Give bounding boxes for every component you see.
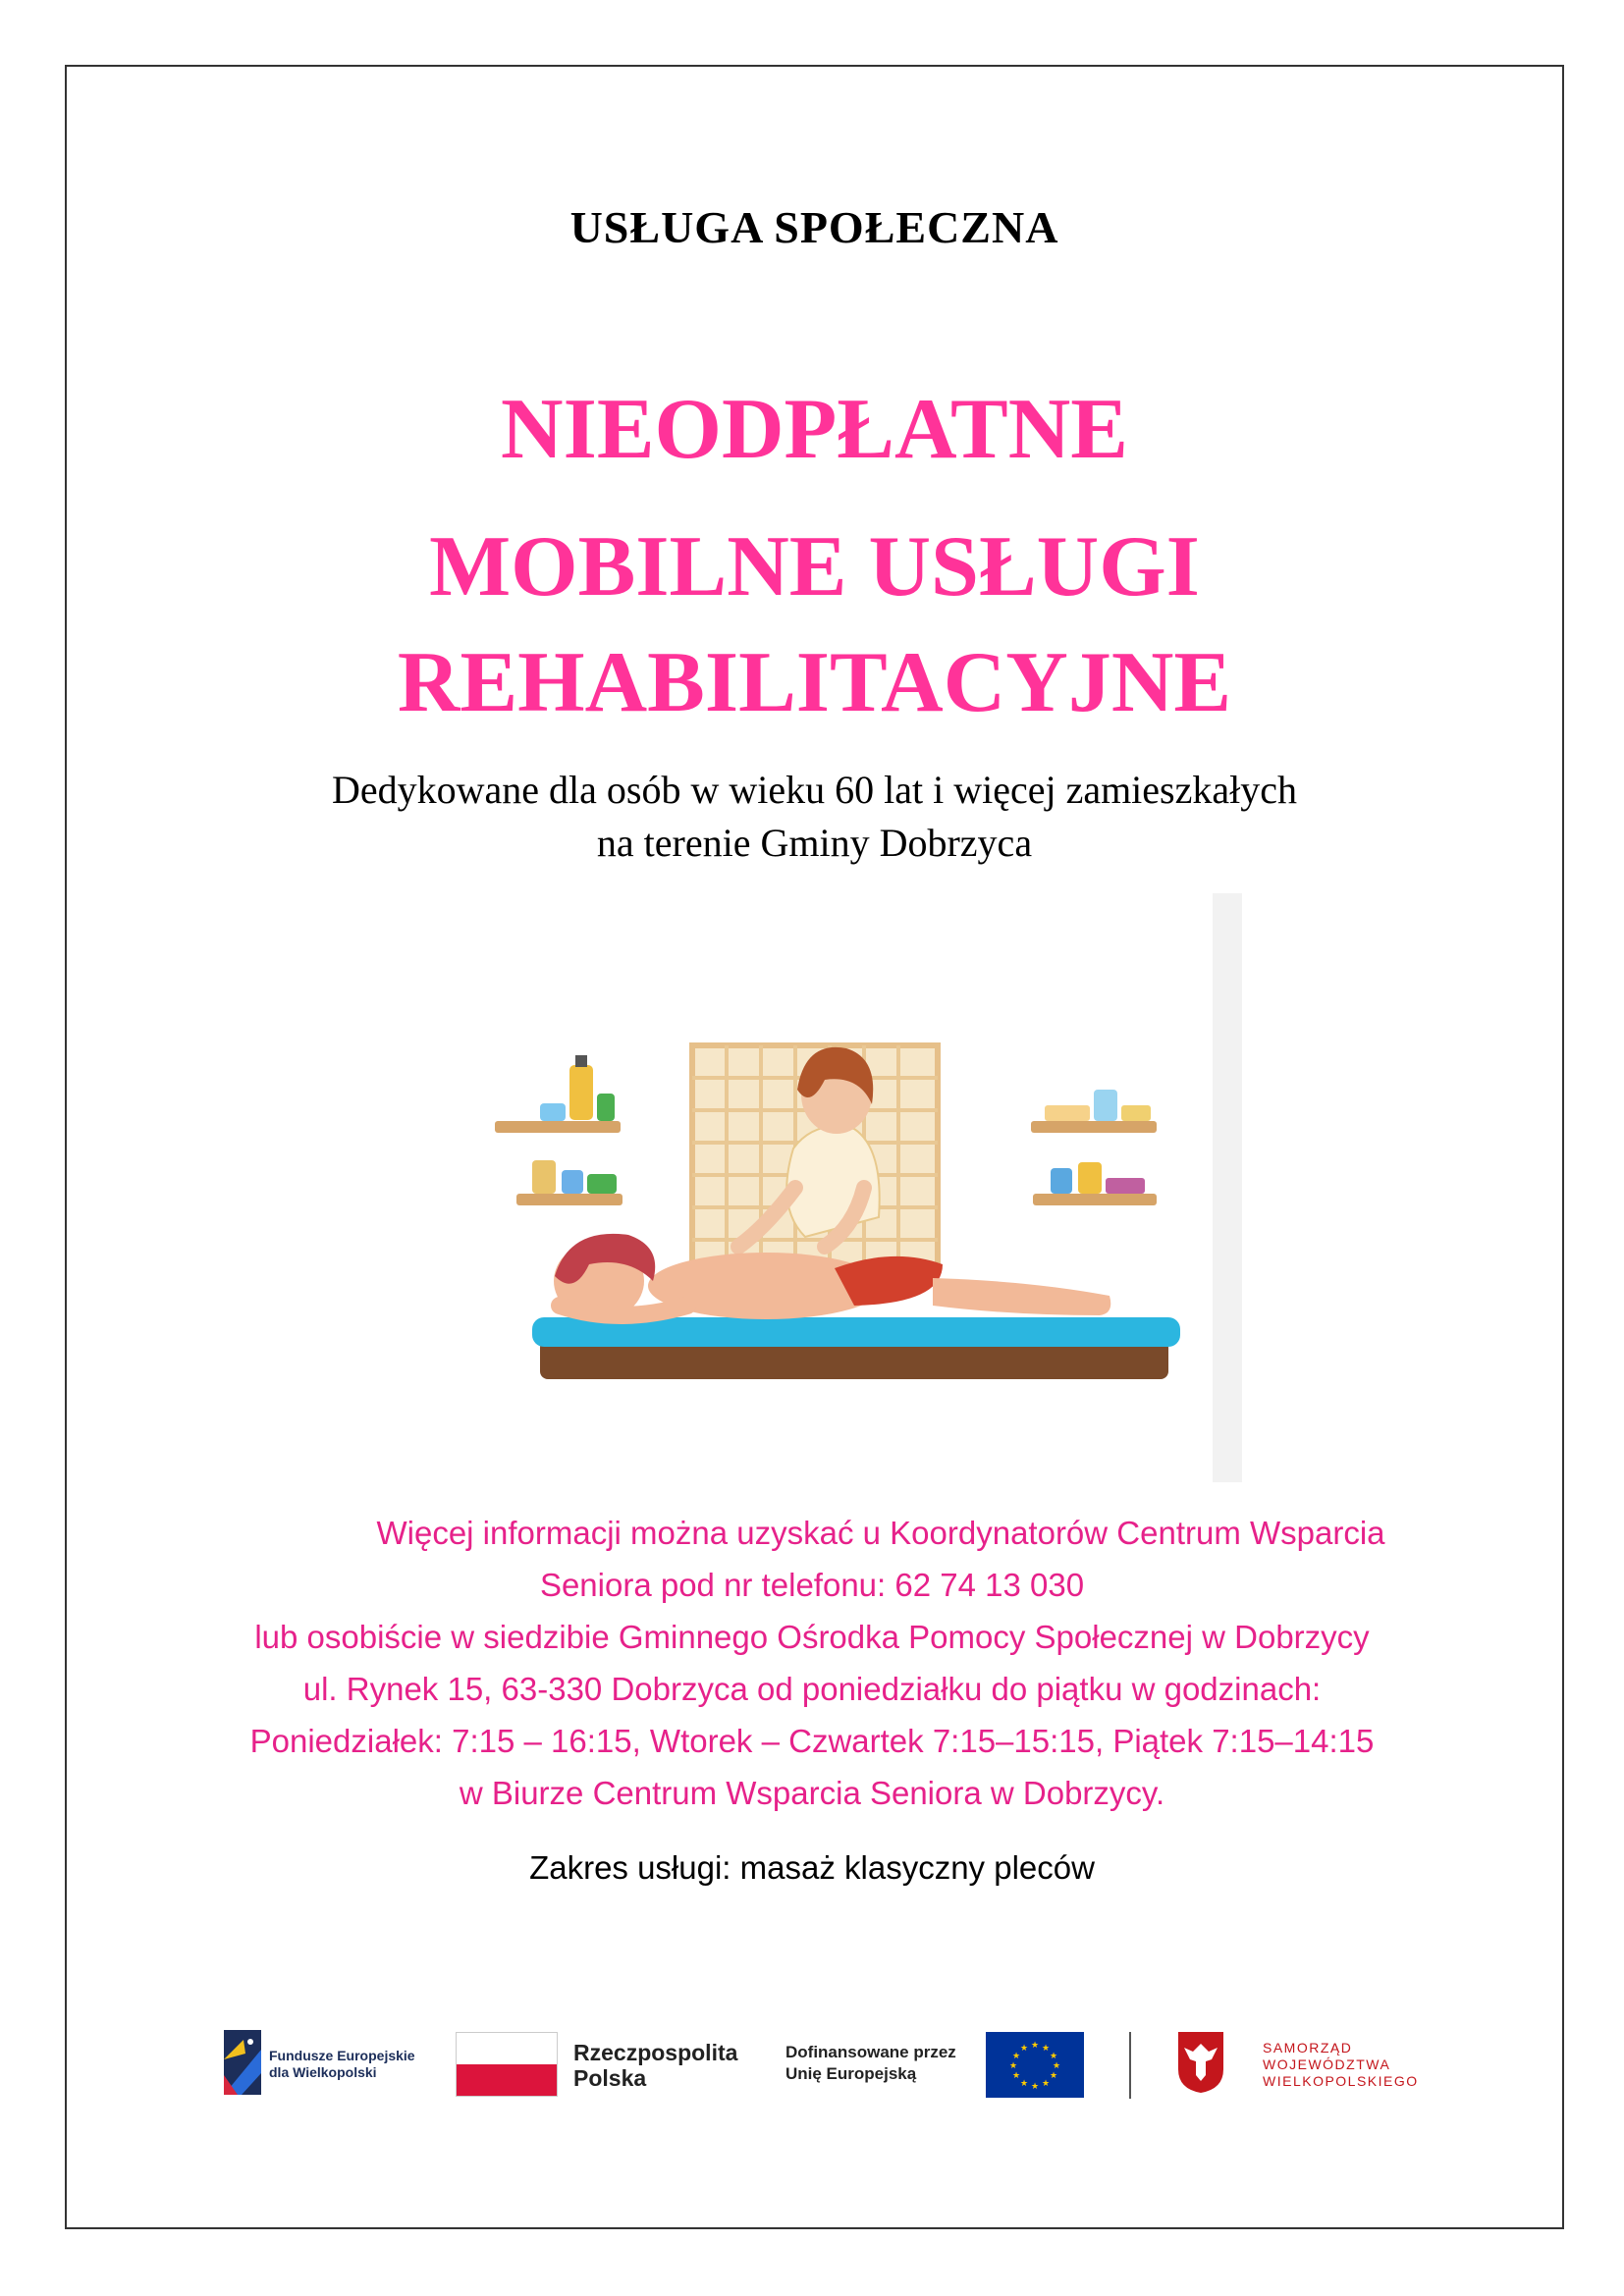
rzeczpospolita-logo: [456, 2032, 760, 2101]
eu-flag-icon: [986, 2032, 1084, 2098]
funding-logos-bar: [0, 2022, 1624, 2130]
info-line-4: ul. Rynek 15, 63-330 Dobrzyca od poniedziałku do piątku w godzinach:: [302, 1671, 1322, 1707]
eu-line-1: Dofinansowane przez: [785, 2043, 956, 2061]
dedication-line-1: Dedykowane dla osób w wieku 60 lat i więcej zamieszkałych: [331, 768, 1297, 812]
sw-line-1: SAMORZĄD: [1263, 2040, 1353, 2056]
svg-text:★: ★: [1049, 2052, 1058, 2061]
fundusze-europejskie-icon: [224, 2030, 261, 2095]
massage-illustration: [481, 893, 1257, 1482]
svg-text:★: ★: [1030, 2082, 1040, 2092]
svg-text:★: ★: [1011, 2052, 1021, 2061]
dedication: [65, 764, 1564, 870]
svg-text:★: ★: [1019, 2079, 1029, 2089]
fe-line-1: Fundusze Europejskie: [269, 2048, 415, 2063]
svg-text:★: ★: [1049, 2071, 1058, 2081]
title-line-3: REHABILITACYJNE: [397, 635, 1232, 730]
svg-text:★: ★: [1019, 2044, 1029, 2054]
svg-text:★: ★: [1052, 2061, 1061, 2071]
eu-line-2: Unię Europejską: [785, 2064, 917, 2083]
fundusze-europejskie-logo: [224, 2030, 420, 2095]
info-line-2: Seniora pod nr telefonu: 62 74 13 030: [539, 1567, 1085, 1603]
samorzad-wielkopolska-logo: [1176, 2030, 1432, 2099]
eu-cofinancing-logo: [785, 2032, 1090, 2101]
info-line-1: Więcej informacji można uzyskać u Koordynatorów Centrum Wsparcia: [376, 1515, 1385, 1551]
sw-line-2: WOJEWÓDZTWA: [1263, 2056, 1391, 2072]
info-line-5: Poniedziałek: 7:15 – 16:15, Wtorek – Czwartek 7:15–15:15, Piątek 7:15–14:15: [249, 1723, 1375, 1759]
kicker-heading: USŁUGA SPOŁECZNA: [569, 202, 1059, 252]
wielkopolska-crest-icon: [1176, 2030, 1225, 2095]
svg-text:★: ★: [1041, 2079, 1051, 2089]
polish-flag-icon: [456, 2032, 558, 2097]
sw-line-3: WIELKOPOLSKIEGO: [1263, 2073, 1419, 2089]
svg-text:★: ★: [1030, 2041, 1040, 2051]
fe-line-2: dla Wielkopolski: [269, 2064, 377, 2080]
rp-line-2: Polska: [573, 2065, 647, 2091]
rp-line-1: Rzeczpospolita: [573, 2040, 738, 2065]
info-line-6: w Biurze Centrum Wsparcia Seniora w Dobrzycy.: [459, 1775, 1165, 1811]
svg-text:★: ★: [1041, 2044, 1051, 2054]
svg-text:★: ★: [1011, 2071, 1021, 2081]
dedication-line-2: na terenie Gminy Dobrzyca: [596, 821, 1033, 865]
title-line-2: MOBILNE USŁUGI: [429, 519, 1200, 614]
svg-text:★: ★: [1008, 2061, 1018, 2071]
info-line-3: lub osobiście w siedzibie Gminnego Ośrodka Pomocy Społecznej w Dobrzycy: [254, 1619, 1370, 1655]
title-line-1: NIEODPŁATNE: [501, 382, 1128, 477]
logo-separator: [1129, 2032, 1131, 2099]
service-scope: Zakres usługi: masaż klasyczny pleców: [529, 1849, 1095, 1886]
